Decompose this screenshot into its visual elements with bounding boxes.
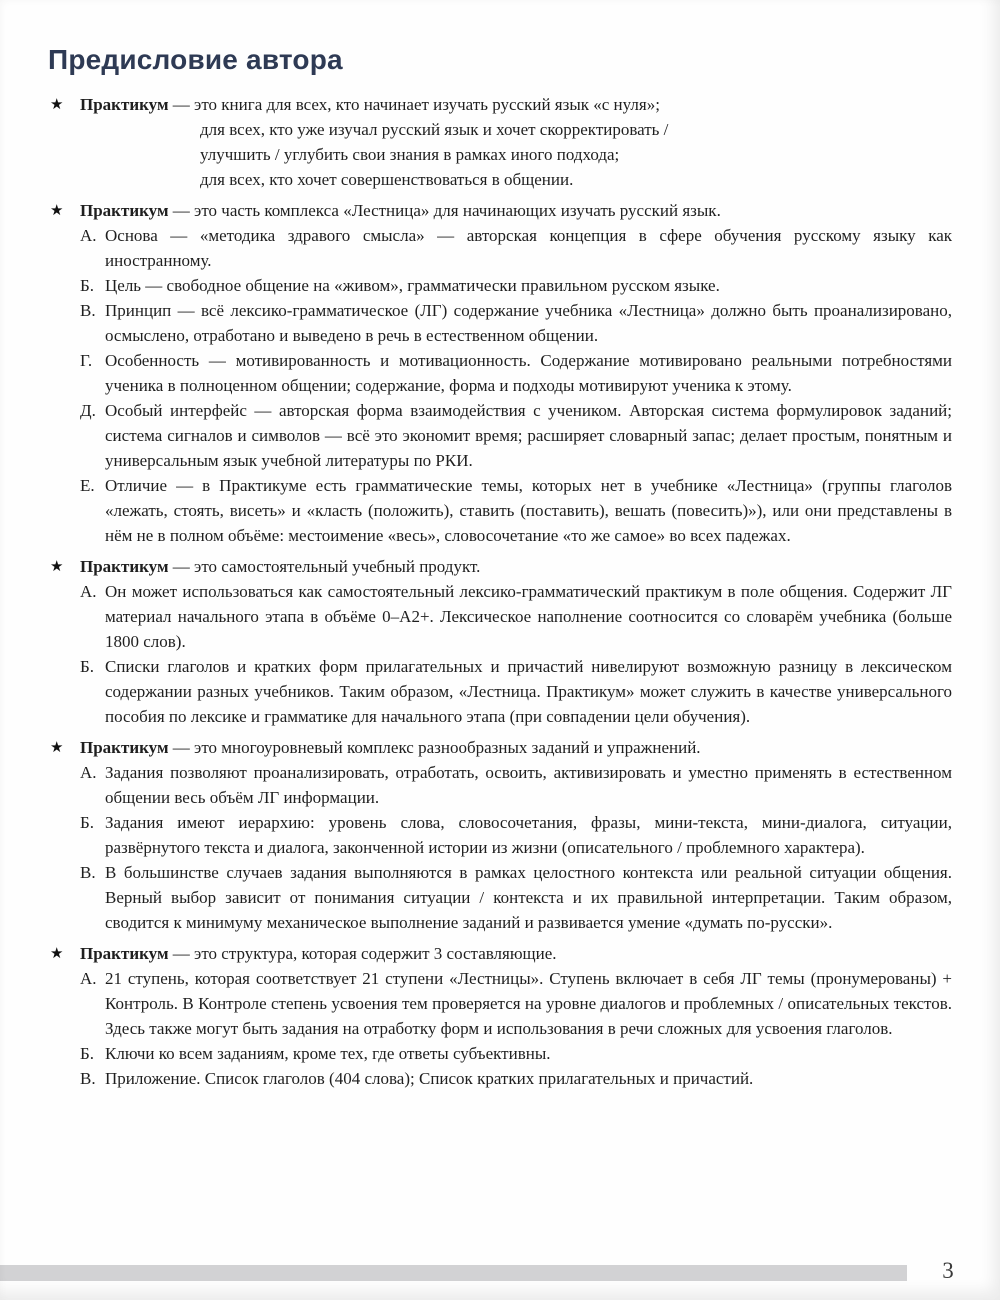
section-keyword: Практикум bbox=[80, 201, 169, 220]
item-letter: Б. bbox=[80, 813, 95, 832]
item-letter: Б. bbox=[80, 657, 95, 676]
item-text: Задания позволяют проанализировать, отработать, освоить, активизировать и уместно применять в естественном общении весь объём ЛГ информации. bbox=[105, 763, 952, 807]
item-letter: А. bbox=[80, 582, 97, 601]
section-lead bbox=[50, 554, 952, 579]
section-keyword: Практикум bbox=[80, 557, 169, 576]
lead-continuation-line: для всех, кто уже изучал русский язык и хочет скорректировать / bbox=[200, 120, 669, 139]
lettered-item bbox=[80, 966, 952, 1041]
preface-section bbox=[50, 941, 952, 1091]
lead-continuation-line: для всех, кто хочет совершенствоваться в общении. bbox=[200, 170, 574, 189]
item-letter: Г. bbox=[80, 351, 93, 370]
footer-bar bbox=[0, 1265, 907, 1281]
item-letter: Б. bbox=[80, 1044, 95, 1063]
item-text: Он может использоваться как самостоятельный лексико-грамматический практикум в поле общения. Содержит ЛГ материал начального этапа в объёме 0–А2+. Лексическое наполнение соотносится со словарём учебника (больше 1800 слов). bbox=[105, 582, 952, 651]
page-number: 3 bbox=[942, 1258, 954, 1283]
page-title: Предисловие автора bbox=[48, 44, 343, 75]
preface-section bbox=[50, 92, 952, 192]
item-text: Отличие — в Практикуме есть грамматические темы, которых нет в учебнике «Лестница» (группы глаголов «лежать, стоять, висеть» и «класть (положить), ставить (поставить), вешать (повесить)»), или они представлены в нём не в полном объёме: местоимение «весь», словосочетание «то же самое» во всех падежах. bbox=[105, 476, 952, 545]
item-text: Списки глаголов и кратких форм прилагательных и причастий нивелируют возможную разницу в лексическом содержании разных учебников. Таким образом, «Лестница. Практикум» может служить в качестве универсального пособия по лексике и грамматике для начального этапа (при совпадении цели обучения). bbox=[105, 657, 952, 726]
lettered-item bbox=[80, 760, 952, 810]
lettered-item bbox=[80, 273, 952, 298]
preface-section bbox=[50, 554, 952, 729]
lead-continuation-line: улучшить / углубить свои знания в рамках иного подхода; bbox=[200, 145, 620, 164]
section-lead bbox=[50, 941, 952, 966]
item-text: Ключи ко всем заданиям, кроме тех, где ответы субъективны. bbox=[105, 1044, 551, 1063]
section-keyword: Практикум bbox=[80, 738, 169, 757]
lettered-item bbox=[80, 348, 952, 398]
star-bullet-icon: ★ bbox=[50, 946, 64, 962]
lettered-item bbox=[80, 860, 952, 935]
section-lead bbox=[50, 735, 952, 760]
item-text: В большинстве случаев задания выполняются в рамках целостного контекста или реальной ситуации общения. Верный выбор зависит от понимания ситуации / контекста и их правильной интерпретации. Таким образом, сводится к минимуму механическое выполнение заданий и развивается умение «думать по-русски». bbox=[105, 863, 952, 932]
section-keyword: Практикум bbox=[80, 95, 169, 114]
item-text: Особый интерфейс — авторская форма взаимодействия с учеником. Авторская система формулировок заданий; система сигналов и символов — всё это экономит время; расширяет словарный запас; делает простым, понятным и универсальным язык учебной литературы по РКИ. bbox=[105, 401, 952, 470]
item-letter: В. bbox=[80, 301, 96, 320]
lettered-item bbox=[80, 1066, 952, 1091]
lettered-item bbox=[80, 473, 952, 548]
section-lead bbox=[50, 198, 952, 223]
lettered-item bbox=[80, 298, 952, 348]
item-text: 21 ступень, которая соответствует 21 ступени «Лестницы». Ступень включает в себя ЛГ темы (пронумерованы) + Контроль. В Контроле степень усвоения тем проверяется на уровне диалогов и проблемных / описательных текстов. Здесь также могут быть задания на отработку форм и использования в речи сложных для усвоения глаголов. bbox=[105, 969, 952, 1038]
preface-section bbox=[50, 198, 952, 548]
section-lead-text: — это многоуровневый комплекс разнообразных заданий и упражнений. bbox=[168, 738, 701, 757]
section-lead-text: — это самостоятельный учебный продукт. bbox=[168, 557, 481, 576]
preface-section bbox=[50, 735, 952, 935]
section-lead-text: — это часть комплекса «Лестница» для начинающих изучать русский язык. bbox=[168, 201, 721, 220]
section-lead-text: — это структура, которая содержит 3 составляющие. bbox=[168, 944, 557, 963]
item-text: Особенность — мотивированность и мотивационность. Содержание мотивировано реальными потребностями ученика в полноценном общении; содержание, форма и подходы мотивируют ученика к этому. bbox=[105, 351, 952, 395]
item-text: Приложение. Список глаголов (404 слова); Список кратких прилагательных и причастий. bbox=[105, 1069, 754, 1088]
lettered-item bbox=[80, 810, 952, 860]
item-letter: В. bbox=[80, 863, 96, 882]
item-text: Цель — свободное общение на «живом», грамматически правильном русском языке. bbox=[105, 276, 720, 295]
section-keyword: Практикум bbox=[80, 944, 169, 963]
item-letter: А. bbox=[80, 226, 97, 245]
item-text: Основа — «методика здравого смысла» — авторская концепция в сфере обучения русскому языку как иностранному. bbox=[105, 226, 952, 270]
star-bullet-icon: ★ bbox=[50, 203, 64, 219]
star-bullet-icon: ★ bbox=[50, 740, 64, 756]
item-letter: А. bbox=[80, 969, 97, 988]
item-letter: А. bbox=[80, 763, 97, 782]
section-lead bbox=[50, 92, 952, 117]
item-letter: В. bbox=[80, 1069, 96, 1088]
item-text: Принцип — всё лексико-грамматическое (ЛГ) содержание учебника «Лестница» должно быть проанализировано, осмыслено, отработано и выведено в речь в естественном общении. bbox=[105, 301, 952, 345]
star-bullet-icon: ★ bbox=[50, 97, 64, 113]
lettered-item bbox=[80, 1041, 952, 1066]
star-bullet-icon: ★ bbox=[50, 559, 64, 575]
item-letter: Д. bbox=[80, 401, 96, 420]
lettered-item bbox=[80, 654, 952, 729]
lettered-item bbox=[80, 223, 952, 273]
lettered-item bbox=[80, 398, 952, 473]
item-letter: Б. bbox=[80, 276, 95, 295]
item-text: Задания имеют иерархию: уровень слова, словосочетания, фразы, мини-текста, мини-диалога, ситуации, развёрнутого текста и диалога, законченной истории из жизни (описательного / проблемного характера). bbox=[105, 813, 952, 857]
item-letter: Е. bbox=[80, 476, 95, 495]
section-lead-text: — это книга для всех, кто начинает изучать русский язык «с нуля»; bbox=[168, 95, 660, 114]
lettered-item bbox=[80, 579, 952, 654]
preface-content bbox=[50, 92, 952, 1091]
